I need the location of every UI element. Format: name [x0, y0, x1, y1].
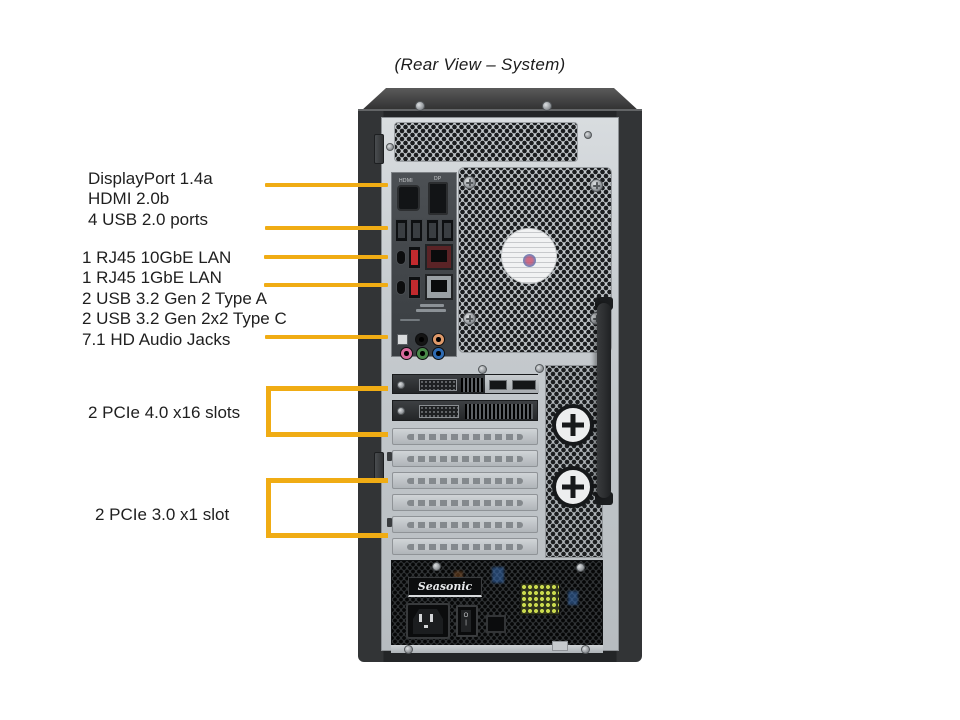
label-group-lan-usb-audio [82, 248, 287, 350]
hdmi-port [397, 185, 420, 211]
screw-icon [590, 179, 603, 192]
screw-icon [576, 563, 585, 572]
screw-icon [432, 562, 441, 571]
figure-title: (Rear View – System) [394, 55, 566, 74]
label-usb32c: 2 USB 3.2 Gen 2x2 Type C [82, 309, 287, 329]
rj45-10gbe-port [425, 244, 453, 270]
label-audio: 7.1 HD Audio Jacks [82, 329, 231, 349]
callout-bracket-pcie3 [266, 478, 388, 538]
screw-icon [463, 176, 476, 189]
psu-sticker [520, 583, 560, 615]
ac-inlet-port [406, 603, 450, 639]
displayport-out-port [512, 380, 536, 390]
label-hdmi: HDMI 2.0b [88, 189, 170, 209]
screw-icon [463, 312, 476, 325]
psu-panel [391, 560, 603, 648]
tower-top-cap [361, 88, 639, 111]
slot-cover [392, 428, 538, 445]
label-usb32a: 2 USB 3.2 Gen 2 Type A [82, 288, 267, 308]
gpu-card-bracket [392, 374, 538, 394]
audio-jack-green [416, 347, 429, 360]
hdmi-out-port [489, 380, 507, 390]
usb2-port [410, 219, 423, 242]
label-pcie4: 2 PCIe 4.0 x16 slots [88, 403, 241, 422]
label-lan10g: 1 RJ45 10GbE LAN [82, 248, 232, 267]
psu-wire-blue [492, 567, 504, 583]
fan-hub-dot [523, 254, 536, 267]
optical-spdif-port [397, 334, 408, 345]
audio-jack-orange [432, 333, 445, 346]
hinge-tab [374, 134, 384, 164]
callout-line-lan1g [264, 283, 388, 287]
slot-cover [392, 494, 538, 511]
callout-line-usb20 [265, 226, 388, 230]
slot-cover [392, 450, 538, 467]
hdmi-port-label: HDMI [399, 178, 413, 184]
slot-cover [392, 472, 538, 489]
screw-icon [478, 365, 487, 374]
displayport-port [428, 182, 448, 215]
usb2-port [426, 219, 439, 242]
usb-a-gen2-port [408, 246, 421, 269]
screw-icon [386, 143, 394, 151]
audio-jack-blue [432, 347, 445, 360]
dvi-port [419, 379, 457, 391]
dp-port-label: DP [434, 176, 442, 182]
card-vent [465, 404, 533, 419]
screw-icon [535, 364, 544, 373]
dvi-port [419, 405, 459, 418]
io-logo-marking [416, 309, 446, 312]
card-vent [461, 378, 483, 392]
io-shield [391, 172, 457, 357]
label-group-video-usb [88, 169, 213, 230]
screw-icon [397, 407, 405, 415]
slot-cover [392, 516, 538, 533]
label-displayport: DisplayPort 1.4a [88, 169, 213, 188]
slot-cover [392, 538, 538, 555]
callout-bracket-pcie4 [266, 386, 388, 437]
usb-c-port [396, 250, 406, 265]
usb-c-port [396, 280, 406, 295]
usb2-port [441, 219, 454, 242]
audio-jack-pink [400, 347, 413, 360]
psu-aux-port [486, 615, 506, 633]
io-logo-marking [420, 304, 444, 307]
callout-line-audio [265, 335, 388, 339]
slot-latch [387, 452, 392, 461]
thumbscrew-icon [552, 404, 594, 446]
callout-line-displayport-hdmi [265, 183, 388, 187]
power-switch: O | [456, 605, 478, 637]
usb-a-gen2-port [408, 276, 421, 299]
side-vent-grille [545, 365, 603, 558]
psu-brand-label: Seasonic [408, 577, 482, 597]
chassis-handle [597, 303, 611, 498]
label-usb20: 4 USB 2.0 ports [88, 209, 209, 229]
top-vent-grille [394, 122, 578, 162]
label-pcie3: 2 PCIe 3.0 x1 slot [95, 505, 230, 524]
screw-icon [415, 101, 425, 111]
screw-icon [397, 381, 405, 389]
chassis-bottom-tab [552, 641, 568, 651]
rj45-1gbe-port [425, 274, 453, 300]
screw-icon [584, 131, 592, 139]
thumbscrew-icon [552, 466, 594, 508]
psu-wire-blue [568, 591, 578, 605]
usb2-port [395, 219, 408, 242]
callout-line-lan10g [264, 255, 388, 259]
screw-icon [404, 645, 413, 654]
label-lan1g: 1 RJ45 1GbE LAN [82, 268, 222, 288]
screw-icon [542, 101, 552, 111]
audio-jack-black [415, 333, 428, 346]
clear-cmos-marking [400, 319, 420, 321]
chassis-bottom-strip [391, 645, 603, 653]
gpu-card-bracket [392, 400, 538, 421]
screw-icon [581, 645, 590, 654]
